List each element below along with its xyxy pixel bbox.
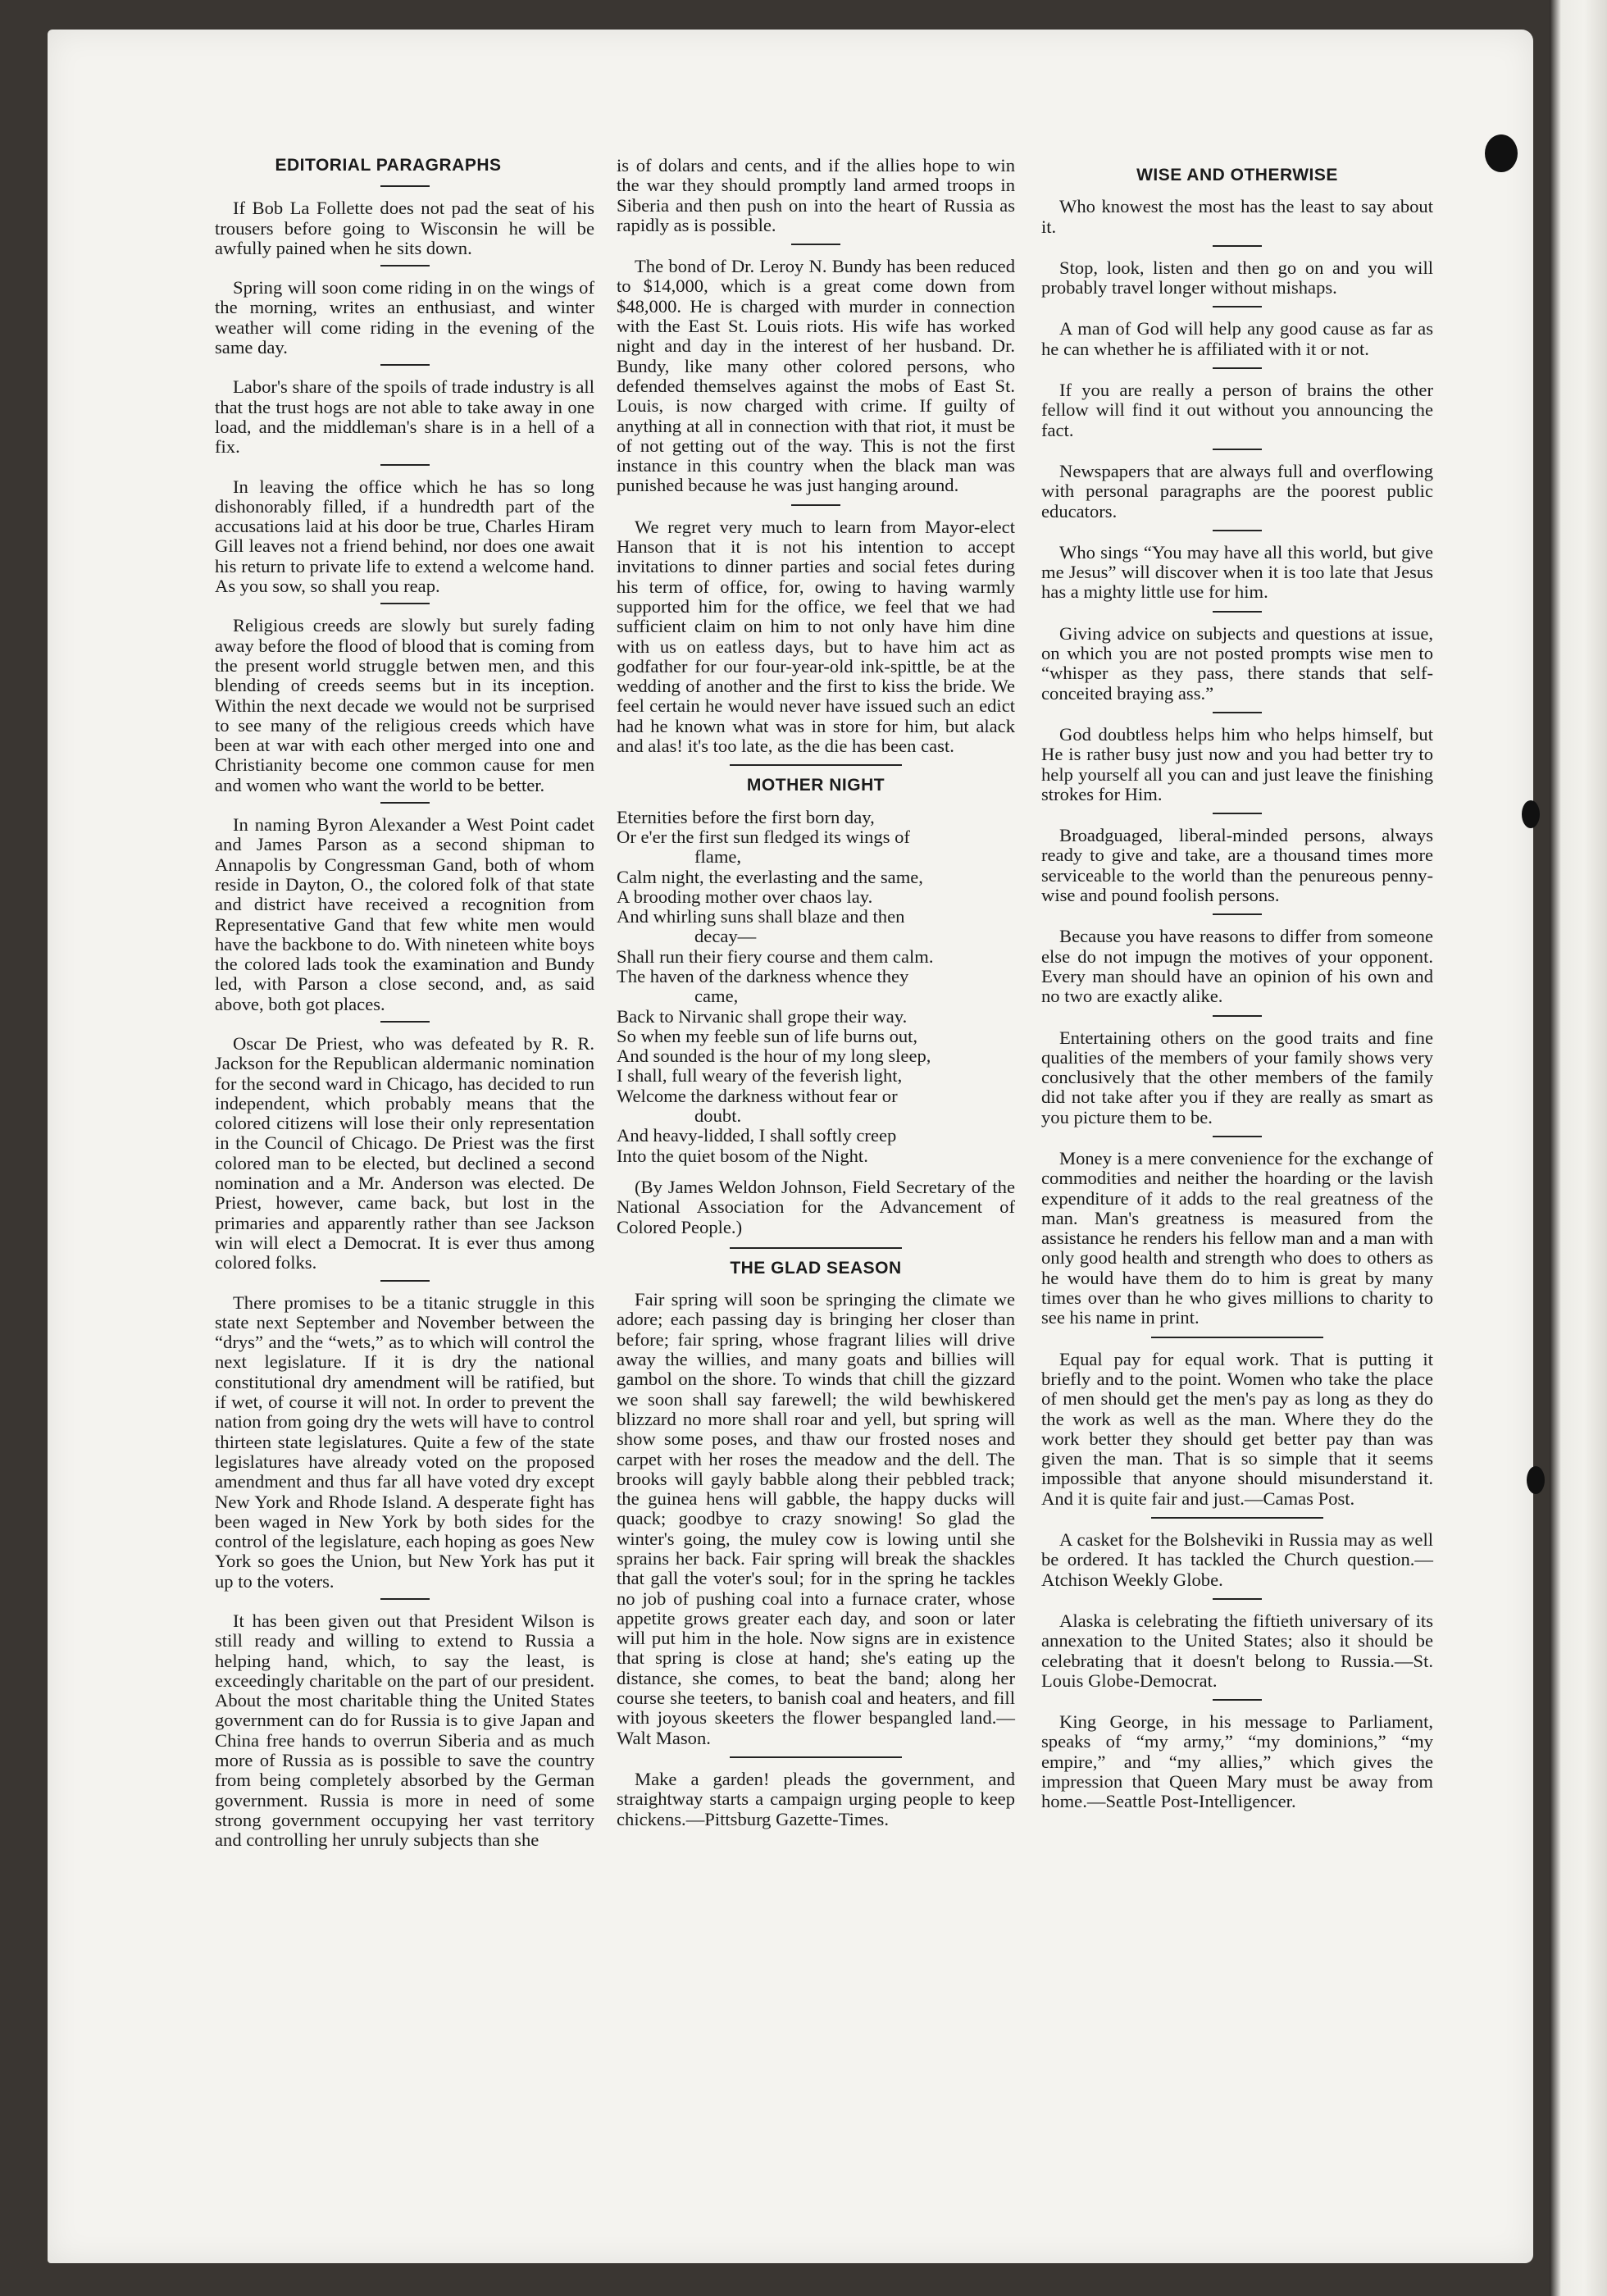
divider xyxy=(1213,1699,1262,1701)
paragraph: Religious creeds are slowly but surely fading away before the flood of blood that is coming from the present world struggle betwen men, and this blending of creeds seems but in its inception. Within the next decade we would not be surprised to see many of the religious creeds which have been at war with each other merged into one and Christianity become one common cause for men and women who want the world to be better. xyxy=(215,615,594,795)
punch-hole-top xyxy=(1485,134,1518,172)
paragraph: Because you have reasons to differ from someone else do not impugn the motives of your opponent. Every man should have an opinion of his own and no two are exactly alike. xyxy=(1041,926,1433,1007)
paragraph: Broadguaged, liberal-minded persons, always ready to give and take, are a thousand times more serviceable to the world than the penureous penny-wise and pound foolish persons. xyxy=(1041,825,1433,906)
paragraph: Giving advice on subjects and questions at issue, on which you are not posted prompts wise men to “whisper as they pass, there stands that self-conceited braying ass.” xyxy=(1041,622,1433,704)
paragraph: Alaska is celebrating the fiftieth universary of its annexation to the United States; also it should be celebrating that it doesn't belong to Russia.—St. Louis Globe-Democrat. xyxy=(1041,1610,1433,1691)
column-middle xyxy=(617,156,1015,1838)
column-wise-and-otherwise xyxy=(1041,166,1433,1820)
divider xyxy=(1151,1517,1323,1519)
heading-mother-night: MOTHER NIGHT xyxy=(617,764,1015,795)
paragraph: It has been given out that President Wilson is still ready and willing to extend to Russia a helping hand, which, to say the least, is exceedingly charitable on the part of our president. About the most charitable thing the United States government can do for Russia is to give Japan and China free hands to overrun Siberia and as much more of Russia as is possible to save the country from being completely absorbed by the German government. Russia is more in need of some strong government occupying her vast territory and controlling her unruly subjects than she xyxy=(215,1610,594,1851)
divider xyxy=(791,244,840,245)
poem-line: flame, xyxy=(694,846,742,868)
paragraph: There promises to be a titanic struggle in this state next September and November between the “drys” and the “wets,” as to which will control the next legislature. If it is dry the national constitutional dry amendment will be ratified, but if wet, of course it will not. In order to prevent the nation from going dry the wets will have to control thirteen state legislatures. Quite a few of the state legislatures have already voted on the proposed amendment and thus far all have voted dry except New York and Rhode Island. A desperate fight has been waged in New York by both sides for the control of the legislature, each hoping as goes New York so goes the Union, but New York has put it up to the voters. xyxy=(215,1292,594,1592)
paragraph: In leaving the office which he has so long dishonorably filled, if a hundredth part of the accusations laid at his door be true, Charles Hiram Gill leaves not a friend behind, nor does one await his return to private life to extend a welcome hand. As you sow, so shall you reap. xyxy=(215,476,594,597)
poem-line: And sounded is the hour of my long sleep, xyxy=(617,1046,931,1067)
divider xyxy=(1213,913,1262,915)
paragraph: Who knowest the most has the least to say about it. xyxy=(1041,196,1433,237)
poem-attribution: (By James Weldon Johnson, Field Secretary of the National Association for the Advancement of Colored People.) xyxy=(617,1176,1015,1237)
divider xyxy=(380,1021,430,1023)
paragraph: If Bob La Follette does not pad the seat of his trousers before going to Wisconsin he will be awfully pained when he sits down. xyxy=(215,198,594,258)
divider xyxy=(1213,611,1262,613)
punch-hole-middle xyxy=(1522,800,1540,828)
poem-line: Back to Nirvanic shall grope their way. xyxy=(617,1005,908,1027)
paragraph: The bond of Dr. Leroy N. Bundy has been reduced to $14,000, which is a great come down from $48,000. He is charged with murder in connection with the East St. Louis riots. His wife has worked night and day in the interest of her husband. Dr. Bundy, like many other colored persons, who defended themselves against the mobs of East St. Louis, is now charged with crime. If guilty of anything at all in connection with that riot, it must be of not getting out of the way. This is not the first instance in this country when the black man was punished because he was just hanging around. xyxy=(617,256,1015,496)
divider xyxy=(1213,712,1262,713)
poem-mother-night xyxy=(617,808,1015,1166)
paragraph: Equal pay for equal work. That is putting it briefly and to the point. Women who take the place of men should get the men's pay as long as they do the work as well as the man. Where they do the work better they should get better pay than was given the man. That is so simple that it seems impossible that anyone should misunderstand it. And it is quite fair and just.—Camas Post. xyxy=(1041,1348,1433,1509)
paragraph: God doubtless helps him who helps himself, but He is rather busy just now and you had better try to help yourself all you can and just leave the finishing strokes for Him. xyxy=(1041,723,1433,804)
poem-line: Eternities before the first born day, xyxy=(617,806,875,827)
divider xyxy=(1213,1136,1262,1137)
divider xyxy=(1213,1598,1262,1600)
divider xyxy=(380,265,430,266)
divider xyxy=(380,1598,430,1600)
paragraph: Stop, look, listen and then go on and you will probably travel longer without mishaps. xyxy=(1041,257,1433,298)
divider xyxy=(380,603,430,604)
poem-line: Or e'er the first sun fledged its wings of xyxy=(617,826,910,847)
divider xyxy=(1213,1015,1262,1017)
poem-line: came, xyxy=(694,986,739,1007)
poem-line: Welcome the darkness without fear or xyxy=(617,1085,898,1106)
heading-editorial-paragraphs: EDITORIAL PARAGRAPHS xyxy=(275,156,502,175)
divider xyxy=(730,1756,902,1758)
paragraph: In naming Byron Alexander a West Point cadet and James Parson as a second shipman to Annapolis by Congressman Gand, both of whom reside in Dayton, O., the colored folk of that state and district have received a recognition from Representative Gand that few white men would have the backbone to do. With nineteen white boys the colored lads took the examination and Bundy led, with Parson a close second, and, as said above, both got places. xyxy=(215,814,594,1014)
paragraph: Spring will soon come riding in on the wings of the morning, writes an enthusiast, and winter weather will come riding in the evening of the same day. xyxy=(215,277,594,358)
poem-line: Shall run their fiery course and them calm. xyxy=(617,945,934,967)
divider xyxy=(791,504,840,506)
paragraph: If you are really a person of brains the other fellow will find it out without you announcing the fact. xyxy=(1041,380,1433,440)
poem-line: So when my feeble sun of life burns out, xyxy=(617,1025,918,1046)
poem-line: I shall, full weary of the feverish light, xyxy=(617,1065,903,1086)
adjacent-page-edge xyxy=(1550,0,1607,2296)
poem-line: Into the quiet bosom of the Night. xyxy=(617,1145,868,1166)
divider xyxy=(380,464,430,466)
poem-line: The haven of the darkness whence they xyxy=(617,965,909,986)
newspaper-page xyxy=(48,30,1533,2263)
paragraph: A casket for the Bolsheviki in Russia may as well be ordered. It has tackled the Church question.—Atchison Weekly Globe. xyxy=(1041,1529,1433,1590)
divider xyxy=(1213,530,1262,531)
paragraph: Entertaining others on the good traits and fine qualities of the members of your family shows very conclusively that the other members of the family did not take after you if they are really as smart as you picture them to be. xyxy=(1041,1027,1433,1128)
poem-line: doubt. xyxy=(694,1105,742,1127)
divider xyxy=(380,1280,430,1282)
poem-line: And heavy-lidded, I shall softly creep xyxy=(617,1125,897,1146)
punch-hole-bottom xyxy=(1527,1466,1545,1494)
paragraph: Oscar De Priest, who was defeated by R. R. Jackson for the Republican aldermanic nomination for the second ward in Chicago, has decided to run independent, which probably means that the colored citizens will lose their only representation in the Council of Chicago. De Priest was the first colored man to be elected, but declined a second nomination and a Mr. Anderson was elected. De Priest, however, came back, but lost in the primaries and apparently rather than see Jackson win will elect a Democrat. It is ever thus among colored folks. xyxy=(215,1032,594,1273)
divider xyxy=(380,185,430,187)
divider xyxy=(1213,367,1262,369)
poem-line: A brooding mother over chaos lay. xyxy=(617,886,873,907)
paragraph: King George, in his message to Parliament, speaks of “my army,” “my dominions,” “my empire,” and “my allies,” which gives the impression that Queen Mary must be away from home.—Seattle Post-Intelligencer. xyxy=(1041,1711,1433,1812)
paragraph-continued: is of dolars and cents, and if the allies hope to win the war they should promptly land armed troops in Siberia and then push on into the heart of Russia as rapidly as is possible. xyxy=(617,155,1015,235)
divider xyxy=(380,802,430,804)
heading-wise-and-otherwise: WISE AND OTHERWISE xyxy=(1136,166,1338,184)
divider xyxy=(1213,813,1262,814)
divider xyxy=(380,364,430,366)
paragraph: We regret very much to learn from Mayor-elect Hanson that it is not his intention to accept invitations to dinner parties and social fetes during his term of office, for, owing to having warmly supported him for the office, we feel that we had sufficient claim on him to not only have him dine with us on eatless days, but to have him act as godfather for our four-year-old ink-spittle, be at the wedding of another and the first to kiss the bride. We feel certain he would never have issued such an edict had he known what was in store for him, but alack and alas! it's too late, as the die has been cast. xyxy=(617,516,1015,757)
divider xyxy=(1213,245,1262,247)
paragraph: Money is a mere convenience for the exchange of commodities and neither the hoarding or the lavish expenditure of it adds to the real greatness of the man. Man's greatness is measured from the assistance he renders his fellow man and a man with only good health and strength who does to others as he would have them do to him is great by many times over than he who gives millions to charity to see his name in print. xyxy=(1041,1147,1433,1328)
paragraph: Newspapers that are always full and overflowing with personal paragraphs are the poorest public educators. xyxy=(1041,460,1433,522)
paragraph: Make a garden! pleads the government, and straightway starts a campaign urging people to keep chickens.—Pittsburg Gazette-Times. xyxy=(617,1768,1015,1829)
divider xyxy=(1151,1337,1323,1338)
paragraph: Who sings “You may have all this world, but give me Jesus” will discover when it is too late that Jesus has a mighty little use for him. xyxy=(1041,541,1433,603)
poem-line: And whirling suns shall blaze and then xyxy=(617,906,905,927)
column-editorial xyxy=(215,156,594,1859)
paragraph: Labor's share of the spoils of trade industry is all that the trust hogs are not able to take away in one load, and the middleman's share is in a hell of a fix. xyxy=(215,376,594,458)
divider xyxy=(1213,449,1262,450)
heading-glad-season: THE GLAD SEASON xyxy=(617,1247,1015,1278)
paragraph: Fair spring will soon be springing the climate we adore; each passing day is bringing her closer than before; fair spring, whose fragrant lilies will drive away the willies, and many goats and billies will gambol on the shore. To winds that chill the gizzard we soon shall say farewell; the wild bewhiskered blizzard no more shall roar and yell, but spring will show some poses, and thaw our frosted noses and carpet with her roses the meadow and the dell. The brooks will gayly babble along their pebbled track; the guinea hens will gabble, the happy ducks will quack; goodbye to crazy snowing! So glad the winter's going, the muley cow is lowing until she sprains her back. Fair spring will break the shackles that gall the voter's soul; for in the spring he tackles no job of pushing coal into a furnace crater, whose appetite grows greater each day, and soon or later will put him in the hole. Now signs are in existence that spring is close at hand; she's eating up the distance, she comes, to beat the band; along her course she teeters, to banish coal and heaters, and fill with joyous skeeters the flower bespangled land.—Walt Mason. xyxy=(617,1289,1015,1748)
poem-line: decay— xyxy=(694,926,757,947)
paragraph: A man of God will help any good cause as far as he can whether he is affiliated with it or not. xyxy=(1041,318,1433,359)
divider xyxy=(1213,306,1262,308)
poem-line: Calm night, the everlasting and the same, xyxy=(617,866,923,887)
